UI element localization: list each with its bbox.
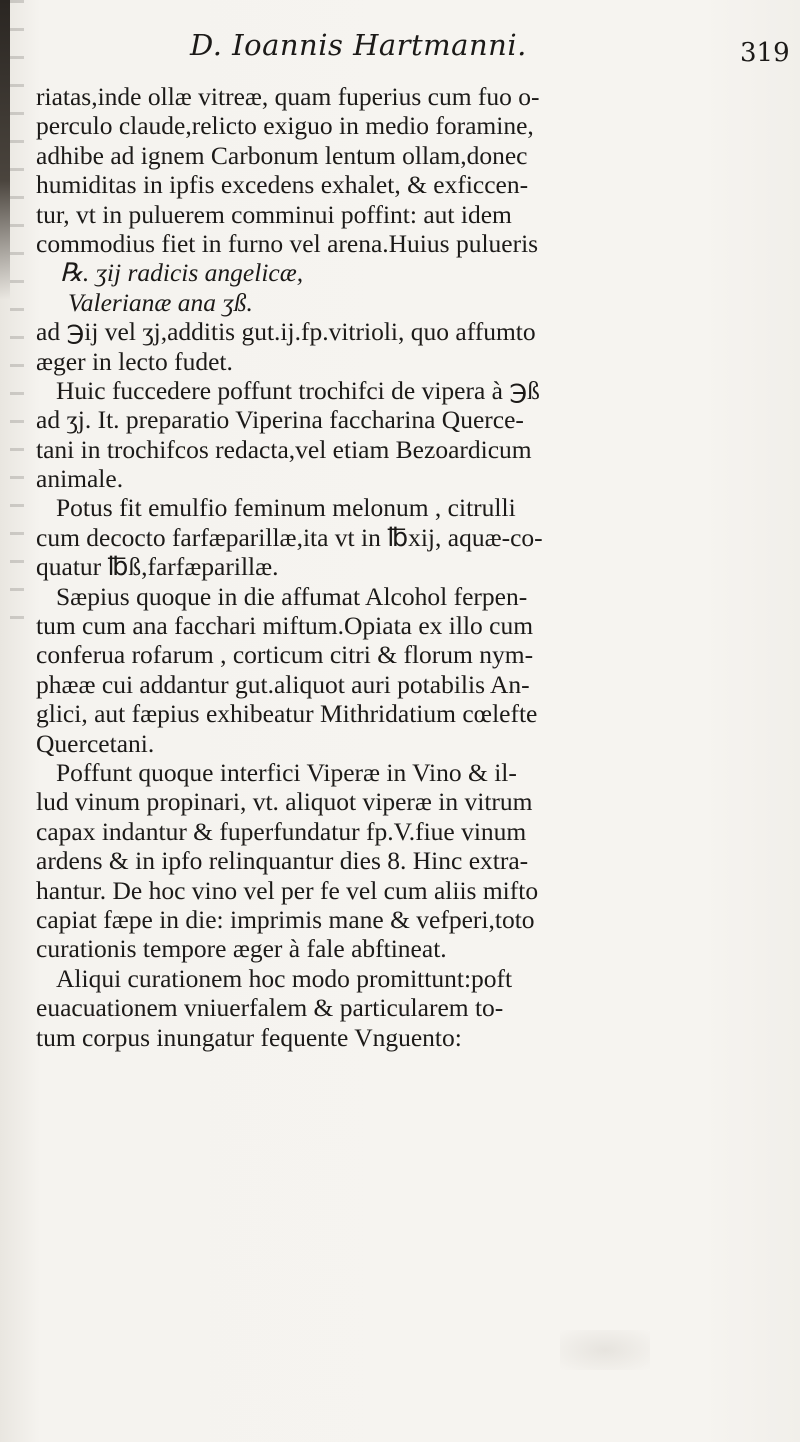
text-line: glici, aut fæpius exhibeatur Mithridatium cœlefte xyxy=(36,699,538,729)
text-line: Quercetani. xyxy=(36,728,155,758)
text-line: capiat fæpe in die: imprimis mane & vefperi,toto xyxy=(36,904,535,934)
text-line: hantur. De hoc vino vel per fe vel cum aliis mifto xyxy=(36,875,539,905)
paragraph-start: Aliqui curationem hoc modo promittunt:poft xyxy=(56,963,513,993)
text-line: animale. xyxy=(36,464,124,494)
paragraph-start: Potus fit emulfio feminum melonum , citrulli xyxy=(56,493,516,523)
text-line: commodius fiet in furno vel arena.Huius pulueris xyxy=(36,228,539,258)
text-line: ardens & in ipfo relinquantur dies 8. Hinc extra- xyxy=(36,846,529,876)
text-line: quatur ℔ß,farfæparillæ. xyxy=(36,552,279,582)
paragraph-start: Huic fuccedere poffunt trochifci de vipera à ℈ß xyxy=(56,375,540,405)
text-line: conferua rofarum , corticum citri & florum nym- xyxy=(36,640,534,670)
text-line: ad ʒj. It. preparatio Viperina faccharina Querce- xyxy=(36,405,524,435)
text-line: æger in lecto fudet. xyxy=(36,346,233,376)
binding-shadow xyxy=(0,0,10,300)
text-line: tum cum ana facchari miftum.Opiata ex illo cum xyxy=(36,611,534,641)
text-line: perculo claude,relicto exiguo in medio foramine, xyxy=(36,111,534,141)
text-line: tur, vt in puluerem comminui poffint: aut idem xyxy=(36,199,512,229)
text-line: tani in trochifcos redacta,vel etiam Bezoardicum xyxy=(36,434,532,464)
text-line: riatas,inde ollæ vitreæ, quam fuperius cum fuo o- xyxy=(36,82,540,111)
text-line: euacuationem vniuerfalem & particularem to- xyxy=(36,993,504,1023)
text-line: tum corpus inungatur fequente Vnguento: xyxy=(36,1022,462,1052)
paragraph-start: Poffunt quoque interfici Viperæ in Vino & il- xyxy=(56,757,517,787)
text-line: phææ cui addantur gut.aliquot auri potabilis An- xyxy=(36,669,530,699)
page-header xyxy=(190,28,670,78)
text-line: ad ℈ij vel ʒj,additis gut.ij.fp.vitrioli, quo affumto xyxy=(36,317,536,347)
body-text xyxy=(36,82,776,1052)
text-line: capax indantur & fuperfundatur fp.V.fiue vinum xyxy=(36,816,527,846)
text-line: lud vinum propinari, vt. aliquot viperæ in vitrum xyxy=(36,787,533,817)
recipe-line: ℞. ʒij radicis angelicæ, xyxy=(60,258,304,288)
text-line: cum decocto farfæparillæ,ita vt in ℔xij, aquæ-co- xyxy=(36,522,543,552)
running-title: D. Ioannis Hartmanni. xyxy=(190,28,527,62)
text-line: curationis tempore æger à fale abftineat. xyxy=(36,934,447,964)
paragraph-start: Sæpius quoque in die affumat Alcohol ferpen- xyxy=(56,581,528,611)
paper-stain xyxy=(560,1330,650,1370)
recipe-line: Valerianæ ana ʒß. xyxy=(68,287,253,317)
page-number: 319 xyxy=(740,38,790,68)
text-line: humiditas in ipfis excedens exhalet, & exficcen- xyxy=(36,170,529,200)
text-line: adhibe ad ignem Carbonum lentum ollam,donec xyxy=(36,140,528,170)
gutter-marks xyxy=(10,0,24,640)
